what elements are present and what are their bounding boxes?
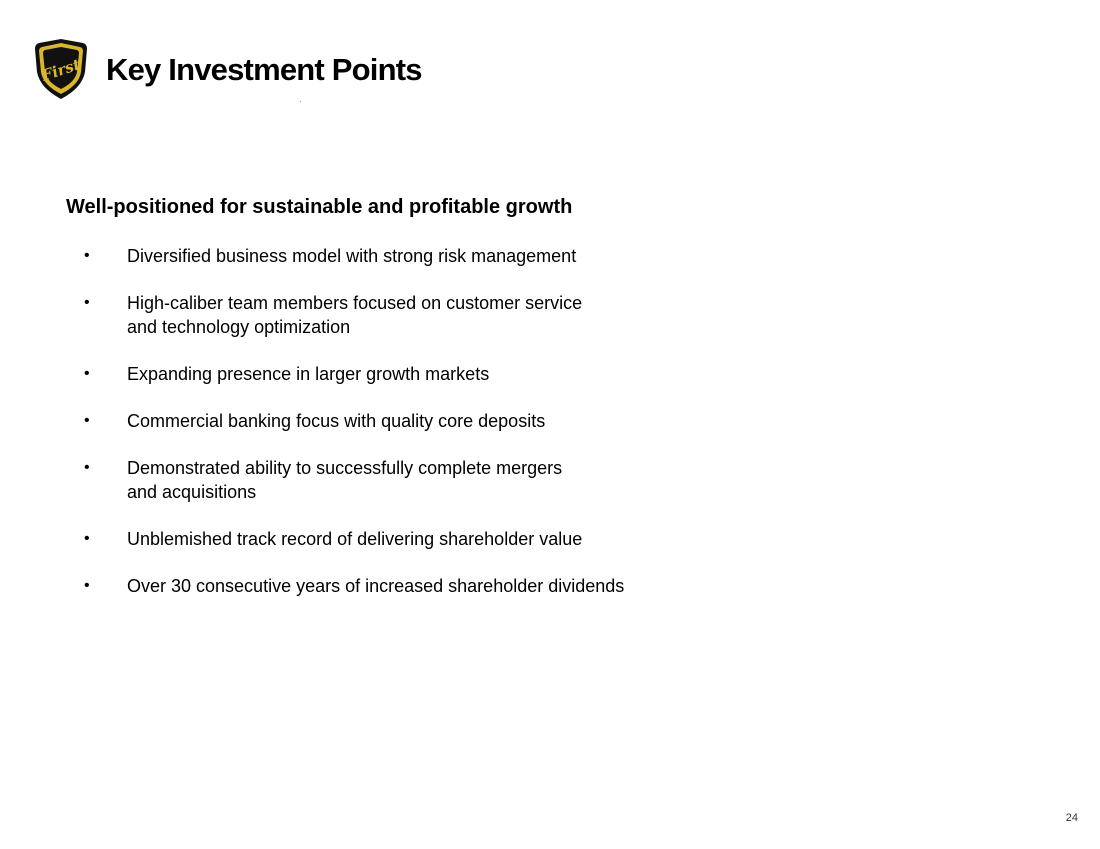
bullet-line: Commercial banking focus with quality core deposits: [127, 411, 546, 431]
list-item: [84, 291, 784, 339]
bullet-text: [127, 362, 784, 386]
bullet-text: [127, 291, 784, 339]
bullet-text: [127, 527, 784, 551]
bullet-text: [127, 574, 784, 598]
bullet-icon: •: [84, 577, 90, 594]
bullet-icon: •: [84, 459, 90, 476]
decorative-dot: [300, 101, 301, 102]
bullet-icon: •: [84, 365, 90, 382]
bullet-line: Demonstrated ability to successfully complete mergers: [127, 458, 563, 478]
bullet-line: High-caliber team members focused on customer service: [127, 293, 583, 313]
section-subtitle: Well-positioned for sustainable and profitable growth: [66, 196, 573, 218]
list-item: [84, 409, 784, 433]
bullet-icon: •: [84, 247, 90, 264]
bullet-line: Over 30 consecutive years of increased shareholder dividends: [127, 576, 625, 596]
bullet-text: [127, 456, 784, 504]
list-item: [84, 362, 784, 386]
investment-points-list: [84, 244, 784, 621]
bullet-icon: •: [84, 294, 90, 311]
bullet-line: Unblemished track record of delivering shareholder value: [127, 529, 583, 549]
list-item: [84, 574, 784, 598]
bullet-line: and acquisitions: [127, 482, 257, 502]
page-title: Key Investment Points: [106, 52, 422, 87]
shield-logo-icon: [34, 38, 88, 100]
bullet-text: [127, 244, 784, 268]
bullet-text: [127, 409, 784, 433]
page-number: 24: [1065, 812, 1078, 824]
list-item: [84, 527, 784, 551]
bullet-icon: •: [84, 412, 90, 429]
bullet-line: and technology optimization: [127, 317, 351, 337]
bullet-line: Diversified business model with strong risk management: [127, 246, 577, 266]
logo-text: First: [39, 55, 83, 85]
bullet-icon: •: [84, 530, 90, 547]
company-logo: [34, 38, 88, 100]
list-item: [84, 244, 784, 268]
bullet-line: Expanding presence in larger growth markets: [127, 364, 490, 384]
list-item: [84, 456, 784, 504]
